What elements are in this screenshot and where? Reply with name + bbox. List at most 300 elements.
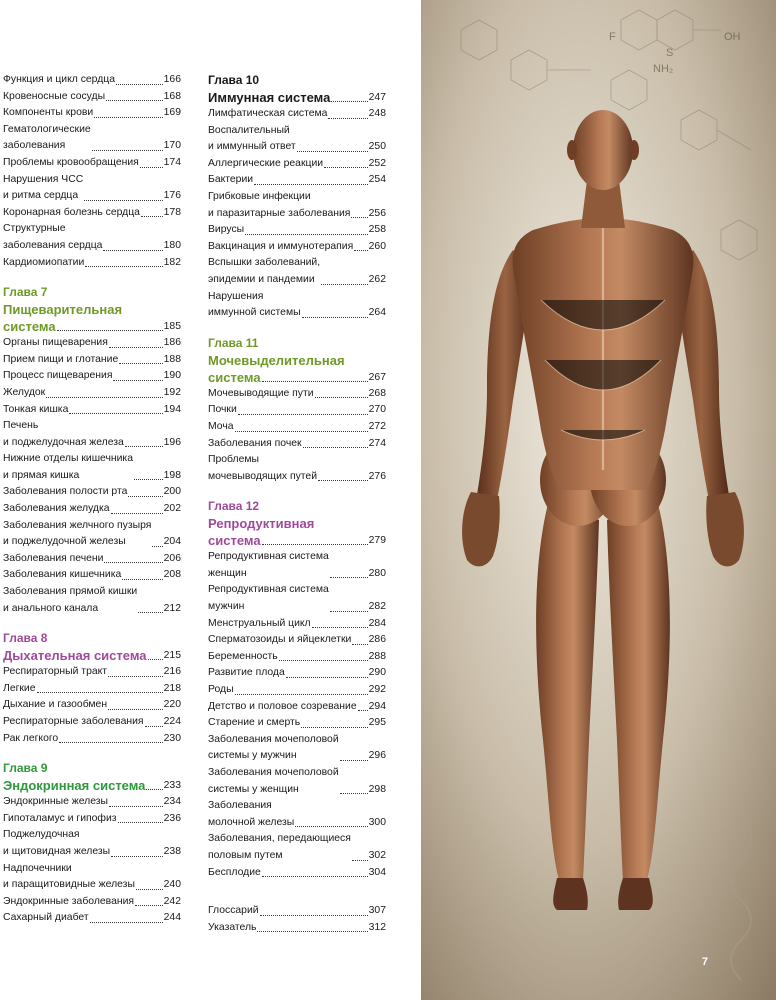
toc-entry bbox=[3, 122, 181, 155]
entry-title bbox=[208, 402, 237, 419]
dot-leader bbox=[85, 266, 162, 267]
entry-title-line: Заболевания желчного пузыря bbox=[3, 519, 152, 531]
entry-title bbox=[208, 616, 311, 633]
entry-title bbox=[208, 386, 314, 403]
toc-entry bbox=[208, 903, 386, 920]
entry-title bbox=[3, 714, 144, 731]
page-ref: 288 bbox=[368, 650, 386, 662]
entry-title-line: Глоссарий bbox=[208, 905, 259, 917]
entry-title bbox=[208, 682, 234, 699]
entry-title-line: Кардиомиопатии bbox=[3, 256, 85, 268]
page-ref: 198 bbox=[163, 469, 181, 481]
toc-entry bbox=[208, 123, 386, 156]
entry-title bbox=[3, 172, 83, 205]
dot-leader bbox=[118, 822, 163, 823]
page-ref: 307 bbox=[368, 905, 386, 917]
entry-title-line: заболевания bbox=[3, 140, 66, 152]
entry-title bbox=[3, 122, 91, 155]
dot-leader bbox=[135, 905, 163, 906]
entry-title bbox=[3, 518, 151, 551]
dot-leader bbox=[328, 118, 367, 119]
dot-leader bbox=[318, 480, 368, 481]
page-ref: 264 bbox=[368, 307, 386, 319]
entry-title-line: Детство и половое созревание bbox=[208, 700, 357, 712]
chapter-title-text: Дыхательная система bbox=[3, 648, 147, 664]
page-ref: 206 bbox=[163, 552, 181, 564]
toc-entry bbox=[3, 827, 181, 860]
entry-title bbox=[3, 861, 135, 894]
toc-entry bbox=[208, 419, 386, 436]
page-ref: 216 bbox=[163, 666, 181, 678]
entry-title-line: Тонкая кишка bbox=[3, 403, 69, 415]
entry-title-line: и анального канала bbox=[3, 602, 99, 614]
toc-entry bbox=[3, 335, 181, 352]
toc-entry bbox=[3, 584, 181, 617]
page-ref: 186 bbox=[163, 337, 181, 349]
dot-leader bbox=[254, 184, 368, 185]
dot-leader bbox=[245, 234, 368, 235]
dot-leader bbox=[145, 726, 163, 727]
dot-leader bbox=[136, 889, 163, 890]
page-ref: 250 bbox=[368, 141, 386, 153]
page-ref: 262 bbox=[368, 273, 386, 285]
entry-title bbox=[208, 765, 339, 798]
toc-entry bbox=[3, 221, 181, 254]
toc-entry bbox=[208, 665, 386, 682]
dot-leader bbox=[303, 447, 368, 448]
entry-title-line: Гипоталамус и гипофиз bbox=[3, 812, 117, 824]
toc-entry bbox=[3, 697, 181, 714]
entry-title-line: и поджелудочной железы bbox=[3, 536, 126, 548]
entry-title-line: Вакцинация и иммунотерапия bbox=[208, 240, 354, 252]
entry-title-line: системы у женщин bbox=[208, 783, 299, 795]
entry-title-line: Респираторные заболевания bbox=[3, 716, 144, 727]
entry-title-line: Процесс пищеварения bbox=[3, 370, 113, 382]
page-ref: 244 bbox=[163, 912, 181, 924]
toc-entry bbox=[3, 172, 181, 205]
entry-title-line: Указатель bbox=[208, 921, 257, 933]
dot-leader bbox=[134, 479, 163, 480]
entry-title-line: и поджелудочная железа bbox=[3, 436, 124, 448]
page-ref: 170 bbox=[163, 140, 181, 152]
chapter-section bbox=[3, 630, 181, 747]
page-ref: 196 bbox=[163, 436, 181, 448]
dot-leader bbox=[106, 100, 163, 101]
toc-entry bbox=[3, 794, 181, 811]
toc-entry bbox=[208, 920, 386, 937]
page-ref: 188 bbox=[163, 353, 181, 365]
dot-leader bbox=[146, 789, 162, 790]
entry-title-line: молочной железы bbox=[208, 816, 295, 828]
chapter-section bbox=[208, 498, 386, 881]
entry-title-line: и щитовидная железы bbox=[3, 845, 111, 857]
toc-entry bbox=[208, 715, 386, 732]
page-ref: 294 bbox=[368, 700, 386, 712]
entry-title-line: заболевания сердца bbox=[3, 239, 103, 251]
entry-title-line: Развитие плода bbox=[208, 667, 285, 679]
entry-title-line: Желудок bbox=[3, 386, 46, 398]
toc-entry bbox=[208, 699, 386, 716]
entry-title bbox=[3, 731, 58, 748]
entry-title bbox=[3, 910, 89, 927]
page-ref: 192 bbox=[163, 386, 181, 398]
chem-label-s: S bbox=[666, 47, 674, 59]
entry-title bbox=[208, 715, 300, 732]
page-ref: 279 bbox=[368, 535, 386, 547]
page-ref: 256 bbox=[368, 207, 386, 219]
dot-leader bbox=[352, 860, 368, 861]
entry-title bbox=[208, 798, 294, 831]
page-ref: 298 bbox=[368, 783, 386, 795]
entry-title-line: Надпочечники bbox=[3, 862, 72, 874]
dot-leader bbox=[152, 546, 162, 547]
page-ref: 180 bbox=[163, 239, 181, 251]
chapter-label: Глава 9 bbox=[3, 761, 48, 776]
entry-title-line: Заболевания кишечника bbox=[3, 569, 122, 581]
page-ref: 204 bbox=[163, 536, 181, 548]
entry-title-line: Вспышки заболеваний, bbox=[208, 257, 321, 269]
toc-entry bbox=[208, 222, 386, 239]
toc-entry bbox=[3, 518, 181, 551]
entry-title-line: Проблемы кровообращения bbox=[3, 156, 139, 168]
toc-entry bbox=[208, 436, 386, 453]
page-ref: 169 bbox=[163, 107, 181, 119]
chapter-label: Глава 10 bbox=[208, 73, 260, 87]
page-ref: 304 bbox=[368, 866, 386, 878]
entry-title bbox=[3, 221, 102, 254]
page-ref: 166 bbox=[163, 74, 181, 85]
page-ref: 220 bbox=[163, 699, 181, 711]
page-ref: 296 bbox=[368, 750, 386, 762]
dot-leader bbox=[235, 694, 368, 695]
dot-leader bbox=[125, 446, 163, 447]
entry-title-line: Легкие bbox=[3, 682, 36, 694]
entry-title bbox=[3, 368, 112, 385]
entry-title bbox=[3, 205, 140, 222]
toc-entry bbox=[208, 765, 386, 798]
entry-title-line: Компоненты крови bbox=[3, 107, 94, 119]
entry-title-line: Эндокринные заболевания bbox=[3, 895, 135, 907]
dot-leader bbox=[257, 931, 367, 932]
page-ref: 280 bbox=[368, 567, 386, 579]
entry-title-line: Заболевания мочеполовой bbox=[208, 733, 339, 745]
dot-leader bbox=[111, 513, 163, 514]
dot-leader bbox=[330, 577, 368, 578]
entry-title-line: Заболевания bbox=[208, 800, 272, 812]
toc-column-left bbox=[3, 72, 181, 927]
entry-title bbox=[3, 484, 127, 501]
page-ref: 300 bbox=[368, 816, 386, 828]
dot-leader bbox=[116, 84, 163, 85]
entry-title bbox=[3, 451, 133, 484]
entry-title-line: Заболевания полости рта bbox=[3, 486, 128, 498]
dot-leader bbox=[340, 760, 368, 761]
entry-title-line: Беременность bbox=[208, 650, 278, 662]
toc-entry bbox=[208, 831, 386, 864]
chapter-title bbox=[208, 369, 386, 386]
toc-entry bbox=[3, 714, 181, 731]
toc-entry bbox=[208, 239, 386, 256]
dot-leader bbox=[354, 250, 367, 251]
dot-leader bbox=[262, 381, 368, 382]
entry-title-line: Заболевания, передающиеся bbox=[208, 833, 351, 845]
chapter-title bbox=[208, 515, 386, 532]
dot-leader bbox=[108, 709, 163, 710]
dot-leader bbox=[57, 330, 163, 331]
entry-title-line: Дыхание и газообмен bbox=[3, 699, 108, 711]
entry-title bbox=[208, 865, 261, 882]
dot-leader bbox=[122, 579, 162, 580]
page-ref: 176 bbox=[163, 190, 181, 202]
entry-title-line: Нижние отделы кишечника bbox=[3, 453, 133, 465]
toc-entry bbox=[3, 731, 181, 748]
dot-leader bbox=[140, 167, 163, 168]
toc-entry bbox=[3, 501, 181, 518]
entry-title bbox=[208, 172, 253, 189]
toc-entry bbox=[3, 105, 181, 122]
chapter-section bbox=[208, 72, 386, 322]
entry-title-line: Сперматозоиды и яйцеклетки bbox=[208, 634, 352, 646]
dot-leader bbox=[238, 414, 368, 415]
page-ref: 190 bbox=[163, 370, 181, 382]
toc-entry bbox=[208, 798, 386, 831]
entry-title bbox=[208, 436, 302, 453]
page-ref: 185 bbox=[163, 321, 181, 333]
page-ref: 247 bbox=[368, 92, 386, 103]
entry-title-line: Заболевания почек bbox=[208, 437, 302, 449]
entry-title-line: Лимфатическая система bbox=[208, 108, 328, 119]
entry-title bbox=[3, 72, 115, 89]
dot-leader bbox=[262, 544, 368, 545]
anatomy-illustration bbox=[421, 0, 776, 1000]
toc-entry bbox=[208, 616, 386, 633]
page-ref: 248 bbox=[368, 108, 386, 119]
page-ref: 276 bbox=[368, 470, 386, 482]
page-ref: 282 bbox=[368, 601, 386, 613]
entry-title bbox=[208, 831, 351, 864]
entry-title bbox=[208, 189, 350, 222]
entry-title-line: Проблемы bbox=[208, 454, 259, 466]
chem-label-nh2: NH₂ bbox=[653, 63, 674, 75]
dot-leader bbox=[138, 612, 162, 613]
page-ref: 218 bbox=[163, 682, 181, 694]
toc-entry bbox=[208, 632, 386, 649]
dot-leader bbox=[59, 742, 162, 743]
entry-title-line: и ритма сердца bbox=[3, 190, 79, 202]
dot-leader bbox=[358, 710, 368, 711]
toc-column-middle bbox=[208, 72, 386, 936]
entry-title bbox=[208, 649, 278, 666]
chapter-title-text: система bbox=[208, 369, 261, 385]
entry-title-line: и паразитарные заболевания bbox=[208, 207, 351, 219]
toc-entry bbox=[3, 418, 181, 451]
entry-title-line: Заболевания печени bbox=[3, 552, 104, 564]
entry-title-line: Сахарный диабет bbox=[3, 912, 89, 924]
page-ref: 274 bbox=[368, 437, 386, 449]
chapter-title-text: система bbox=[3, 319, 56, 335]
entry-title-line: женщин bbox=[208, 567, 247, 579]
entry-title bbox=[3, 567, 121, 584]
entry-title-line: Старение и смерть bbox=[208, 717, 301, 729]
chapter-title-text: Пищеварительная bbox=[3, 302, 123, 318]
dot-leader bbox=[331, 101, 367, 102]
dot-leader bbox=[109, 806, 163, 807]
entry-title-line: Репродуктивная система bbox=[208, 551, 329, 563]
entry-title-line: Заболевания желудка bbox=[3, 503, 110, 515]
chapter-section bbox=[3, 760, 181, 927]
entry-title-line: Заболевания прямой кишки bbox=[3, 586, 138, 598]
entry-title-line: Кровеносные сосуды bbox=[3, 90, 106, 102]
page-ref: 268 bbox=[368, 387, 386, 399]
entry-title bbox=[3, 418, 124, 451]
entry-title-line: Менструальный цикл bbox=[208, 617, 311, 629]
entry-title-line: Роды bbox=[208, 684, 234, 696]
dot-leader bbox=[109, 347, 163, 348]
entry-title bbox=[3, 827, 110, 860]
entry-title-line: Коронарная болезнь сердца bbox=[3, 206, 140, 218]
entry-title bbox=[3, 155, 139, 172]
entry-title bbox=[3, 385, 45, 402]
entry-title-line: половым путем bbox=[208, 849, 283, 861]
page-ref: 174 bbox=[163, 156, 181, 168]
entry-title bbox=[3, 697, 107, 714]
entry-title-line: мочевыводящих путей bbox=[208, 470, 317, 482]
entry-title-line: Аллергические реакции bbox=[208, 157, 324, 169]
chapter-title-text: система bbox=[208, 533, 261, 549]
dot-leader bbox=[90, 922, 163, 923]
entry-title bbox=[208, 920, 256, 937]
entry-title-line: Органы пищеварения bbox=[3, 337, 108, 349]
entry-title-line: Заболевания мочеполовой bbox=[208, 767, 339, 778]
dot-leader bbox=[104, 562, 162, 563]
dot-leader bbox=[148, 659, 163, 660]
dot-leader bbox=[94, 117, 162, 118]
chapter-title-text: Эндокринная система bbox=[3, 778, 146, 794]
entry-title bbox=[208, 903, 259, 920]
toc-entry bbox=[3, 255, 181, 272]
page-ref: 178 bbox=[163, 206, 181, 218]
page-ref: 168 bbox=[163, 90, 181, 102]
dot-leader bbox=[324, 167, 368, 168]
toc-entry bbox=[208, 255, 386, 288]
page-ref: 242 bbox=[163, 895, 181, 907]
entry-title bbox=[208, 582, 329, 615]
toc-entry bbox=[3, 664, 181, 681]
entry-title-line: Эндокринные железы bbox=[3, 796, 109, 808]
dot-leader bbox=[352, 644, 367, 645]
chapter-title bbox=[208, 532, 386, 549]
toc-entry bbox=[208, 156, 386, 173]
dot-leader bbox=[340, 793, 368, 794]
toc-entry bbox=[208, 682, 386, 699]
dot-leader bbox=[108, 676, 163, 677]
page-ref: 260 bbox=[368, 240, 386, 252]
chapter-label: Глава 11 bbox=[208, 335, 259, 350]
page-ref: 290 bbox=[368, 667, 386, 679]
entry-title-line: Респираторный тракт bbox=[3, 666, 108, 678]
chapter-title bbox=[3, 301, 181, 318]
page-ref: 234 bbox=[163, 796, 181, 808]
page-ref: 238 bbox=[163, 845, 181, 857]
dot-leader bbox=[69, 413, 162, 414]
entry-title-line: иммунной системы bbox=[208, 307, 301, 319]
entry-title bbox=[3, 402, 68, 419]
entry-title bbox=[208, 123, 296, 156]
entry-title-line: и прямая кишка bbox=[3, 469, 80, 481]
page-ref: 295 bbox=[368, 717, 386, 729]
page-ref: 215 bbox=[163, 650, 181, 662]
dot-leader bbox=[128, 496, 162, 497]
entry-title bbox=[208, 419, 234, 436]
dot-leader bbox=[330, 611, 368, 612]
page-ref: 272 bbox=[368, 420, 386, 432]
page-ref: 233 bbox=[163, 780, 181, 792]
toc-entry bbox=[3, 681, 181, 698]
dot-leader bbox=[262, 876, 368, 877]
page-ref: 286 bbox=[368, 634, 386, 646]
entry-title bbox=[208, 665, 285, 682]
entry-title-line: Гематологические bbox=[3, 123, 91, 135]
entry-title-line: Мочевыводящие пути bbox=[208, 387, 314, 399]
chapter-label: Глава 12 bbox=[208, 499, 260, 514]
toc-entry bbox=[3, 385, 181, 402]
entry-title bbox=[3, 551, 103, 568]
entry-title-line: Бесплодие bbox=[208, 866, 261, 878]
entry-title bbox=[3, 89, 105, 106]
entry-title-line: Прием пищи и глотание bbox=[3, 353, 119, 365]
entry-title bbox=[208, 222, 244, 239]
page-ref: 194 bbox=[163, 403, 181, 415]
entry-title-line: Поджелудочная bbox=[3, 829, 80, 841]
entry-title bbox=[3, 584, 137, 617]
dot-leader bbox=[351, 217, 367, 218]
chapter-title bbox=[208, 352, 386, 369]
toc-entry bbox=[208, 386, 386, 403]
entry-title-line: Моча bbox=[208, 420, 234, 432]
entry-title-line: Грибковые инфекции bbox=[208, 190, 311, 202]
entry-title-line: Репродуктивная система bbox=[208, 584, 329, 596]
page-ref: 312 bbox=[368, 921, 386, 933]
dot-leader bbox=[235, 431, 368, 432]
toc-entry bbox=[3, 861, 181, 894]
dot-leader bbox=[321, 284, 368, 285]
entry-title-line: Воспалительный bbox=[208, 124, 290, 136]
entry-title bbox=[208, 632, 351, 649]
chapter-title-text: Мочевыделительная bbox=[208, 352, 345, 368]
dot-leader bbox=[92, 150, 163, 151]
toc-entry bbox=[3, 352, 181, 369]
entry-title bbox=[3, 105, 93, 122]
entry-title-line: Структурные bbox=[3, 223, 66, 235]
dot-leader bbox=[113, 380, 162, 381]
entry-title-line: эпидемии и пандемии bbox=[208, 273, 315, 285]
dot-leader bbox=[315, 397, 368, 398]
entry-title bbox=[208, 289, 301, 322]
entry-title bbox=[3, 681, 36, 698]
toc-entry bbox=[208, 189, 386, 222]
toc-entry bbox=[3, 402, 181, 419]
dot-leader bbox=[301, 727, 367, 728]
toc-entry bbox=[208, 549, 386, 582]
toc-entry bbox=[208, 289, 386, 322]
chem-label-f: F bbox=[609, 31, 616, 43]
chapter-section bbox=[3, 284, 181, 617]
toc-entry bbox=[208, 452, 386, 485]
toc-entry bbox=[3, 811, 181, 828]
toc-entry bbox=[3, 72, 181, 89]
toc-entry bbox=[208, 732, 386, 765]
chapter-label: Глава 8 bbox=[3, 631, 48, 646]
